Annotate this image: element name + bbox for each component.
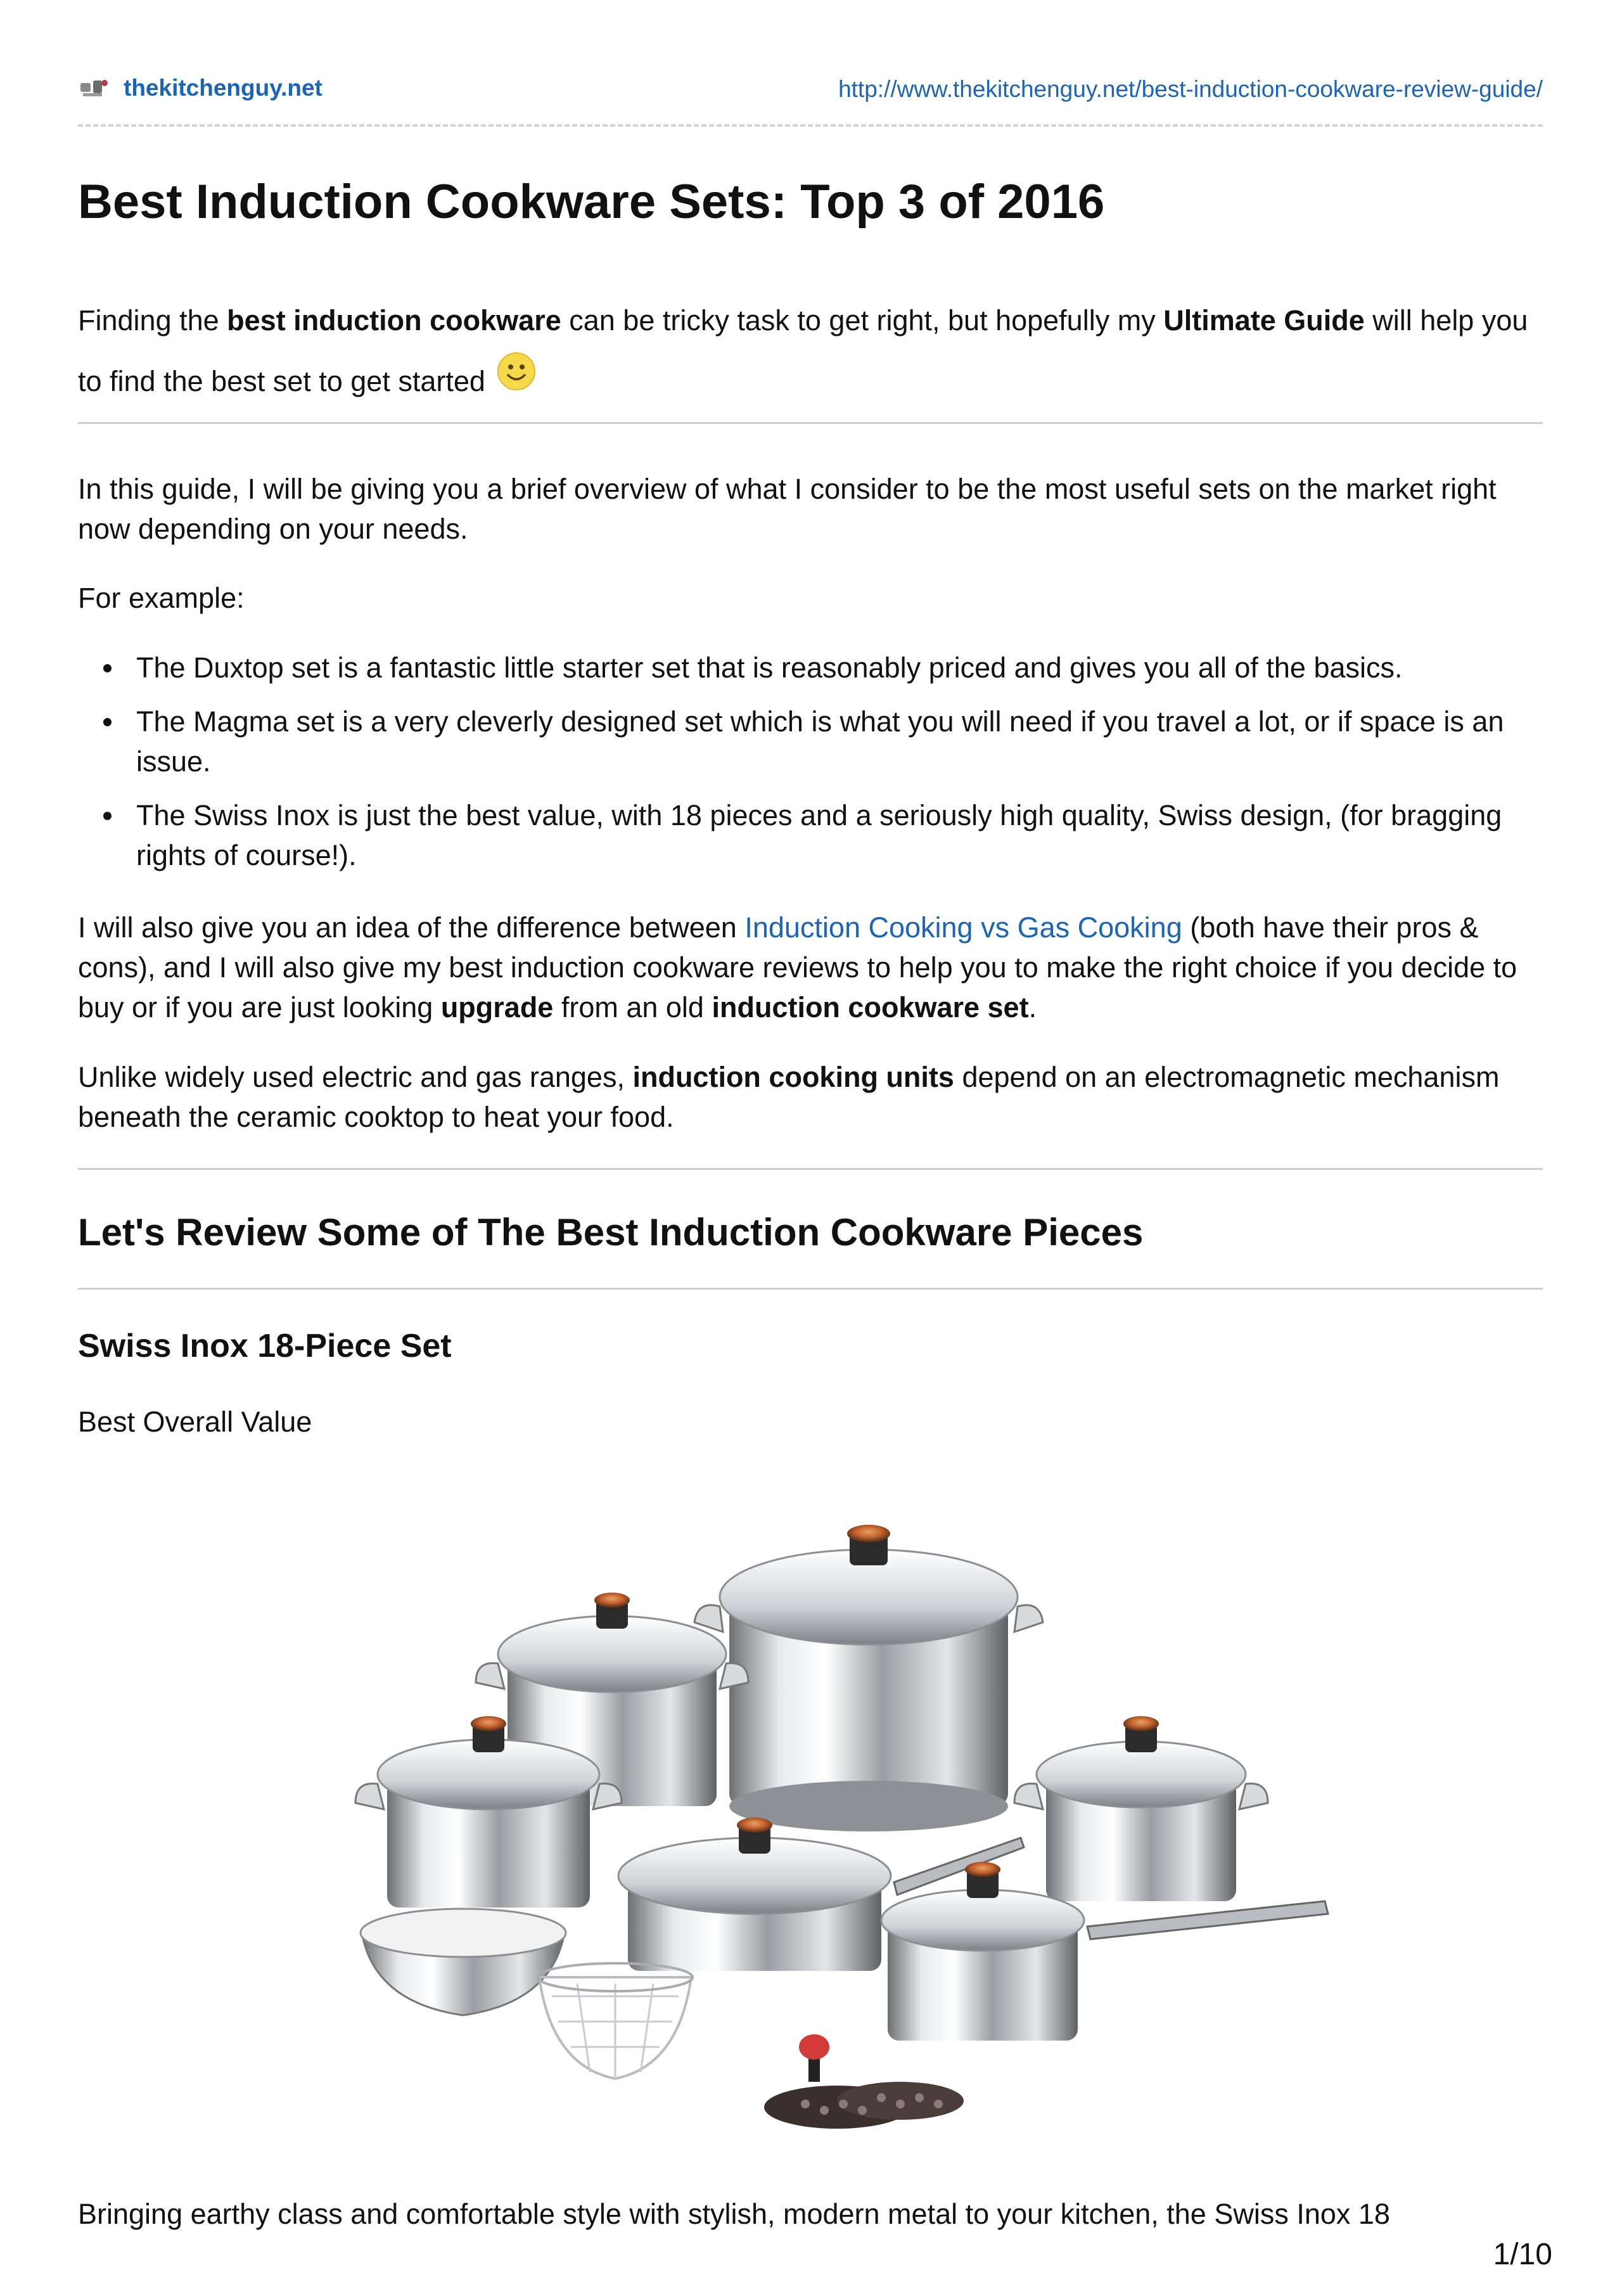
intro-bold-2: Ultimate Guide xyxy=(1163,304,1365,337)
intro-bold-1: best induction cookware xyxy=(227,304,561,337)
difference-bold-1: upgrade xyxy=(440,991,554,1023)
header-divider xyxy=(78,124,1543,127)
product-tagline: Best Overall Value xyxy=(78,1406,312,1438)
site-name[interactable]: thekitchenguy.net xyxy=(124,75,322,101)
intro-text-1: Finding the xyxy=(78,304,227,337)
induction-vs-gas-link[interactable]: Induction Cooking vs Gas Cooking xyxy=(744,911,1182,944)
closing-paragraph: Bringing earthy class and comfortable style with stylish, modern metal to your kitchen, the Swiss Inox 18 xyxy=(78,2198,1390,2230)
page-number: 1/10 xyxy=(1493,2238,1552,2271)
cookware-illustration xyxy=(349,1496,1338,2129)
product-name: Swiss Inox 18-Piece Set xyxy=(78,1328,452,1364)
spare-knob-and-trivets xyxy=(764,2034,964,2129)
casserole-pot-right xyxy=(1014,1716,1268,1901)
page-header xyxy=(78,75,1543,113)
for-example-label: For example: xyxy=(78,582,245,614)
list-item: The Swiss Inox is just the best value, with 18 pieces and a seriously high quality, Swiss design, (for bragging rights of course!). xyxy=(78,795,1554,875)
frying-basket xyxy=(538,1963,693,2079)
list-item: The Duxtop set is a fantastic little starter set that is reasonably priced and gives you all of the basics. xyxy=(78,648,1554,688)
difference-bold-2: induction cookware set xyxy=(712,991,1029,1023)
page-title: Best Induction Cookware Sets: Top 3 of 2016 xyxy=(78,175,1105,229)
mixing-bowl-front-left xyxy=(361,1909,566,2015)
unlike-paragraph xyxy=(78,1057,1554,1137)
intro-text-3: will help you to find the best set to get started xyxy=(78,304,1528,397)
difference-text-2: (both have their pros & cons), and I will also give my best induction cookware reviews to help you to make the right choice if you decide to buy or if you are just looking xyxy=(78,911,1517,1023)
unlike-text-2: depend on an electromagnetic mechanism beneath the ceramic cooktop to heat your food. xyxy=(78,1061,1500,1133)
page-url-link[interactable]: http://www.thekitchenguy.net/best-induction-cookware-review-guide/ xyxy=(838,76,1543,102)
example-list xyxy=(78,648,1554,875)
unlike-text-1: Unlike widely used electric and gas ranges, xyxy=(78,1061,633,1093)
list-item: The Magma set is a very cleverly designed set which is what you will need if you travel a lot, or if space is an issue. xyxy=(78,702,1554,781)
section-heading: Let's Review Some of The Best Induction Cookware Pieces xyxy=(78,1211,1144,1254)
divider-2 xyxy=(78,1168,1543,1170)
difference-text-4: . xyxy=(1028,991,1037,1023)
divider-3 xyxy=(78,1288,1543,1290)
intro-paragraph xyxy=(78,290,1548,412)
unlike-bold-1: induction cooking units xyxy=(632,1061,954,1093)
site-link[interactable] xyxy=(78,75,322,101)
difference-text-3: from an old xyxy=(553,991,712,1023)
difference-paragraph xyxy=(78,907,1554,1027)
site-favicon-icon xyxy=(78,75,110,101)
overview-paragraph: In this guide, I will be giving you a brief overview of what I consider to be the most useful sets on the market right now depending on your needs. xyxy=(78,473,1497,545)
intro-text-2: can be tricky task to get right, but hopefully my xyxy=(561,304,1164,337)
smiley-icon xyxy=(497,352,536,391)
cookware-set-image xyxy=(349,1496,1338,2129)
divider-1 xyxy=(78,422,1543,424)
difference-text-1: I will also give you an idea of the difference between xyxy=(78,911,745,944)
